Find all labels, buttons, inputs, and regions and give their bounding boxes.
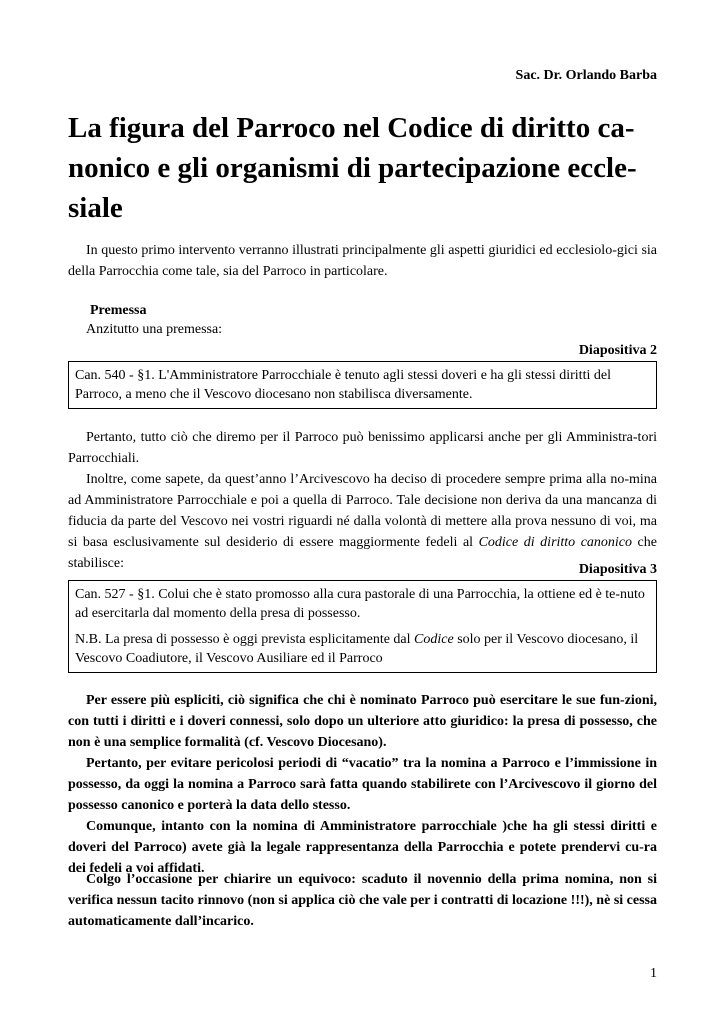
paragraph-pertanto: Pertanto, tutto ciò che diremo per il Parroco può benissimo applicarsi anche per gli Amministra-tori Parrocchiali. xyxy=(68,430,657,466)
page-number: 1 xyxy=(650,966,657,981)
paragraph-inoltre-text: Inoltre, come sapete, da quest’anno l’Arcivescovo ha deciso di procedere sempre prima alla no-mina ad Amministratore Parrocchiale e poi a quella di Parroco. Tale decisione non deriva da una mancanza di fiducia da parte del Vescovo nei vostri riguardi né dalla volontà di mettere alla prova nessuno di voi, ma si basa esclusivamente sul desiderio di essere maggiormente fedeli al xyxy=(68,472,657,550)
bold-paragraph-2: Pertanto, per evitare pericolosi periodi di “vacatio” tra la nomina a Parroco e l’immissione in possesso, da oggi la nomina a Parroco sarà fatta quando stabilirete con l’Arcivescovo il giorno del possesso canonico e porterà la data dello stesso. xyxy=(68,756,657,813)
paragraph-inoltre-end: che stabilisce: xyxy=(68,535,657,571)
slide-label-3: Diapositiva 3 xyxy=(578,562,657,577)
section-heading-premessa: Premessa xyxy=(90,303,147,318)
bold-paragraph-3: Comunque, intanto con la nomina di Amministratore parrocchiale )che ha gli stessi diritti e doveri del Parroco) avete già la legale rappresentanza della Parrocchia e potete prendervi cu-ra dei fedeli a voi affidati. xyxy=(68,819,657,876)
nota-bene-text xyxy=(75,630,650,668)
nota-bene-end: solo per il Vescovo diocesano, il Vescovo Coadiutore, il Vescovo Ausiliare ed il Parroco xyxy=(75,632,639,666)
slide-box-2 xyxy=(68,361,657,409)
author-name: Sac. Dr. Orlando Barba xyxy=(515,68,657,83)
premessa-line: Anzitutto una premessa: xyxy=(86,322,223,337)
slide-box-3 xyxy=(68,580,657,673)
codice-title-italic: Codice di diritto canonico xyxy=(478,535,633,550)
bold-paragraph-1: Per essere più espliciti, ciò significa che chi è nominato Parroco può esercitare le sue fun-zioni, con tutti i diritti e i doveri connessi, solo dopo un ulteriore atto giuridico: la presa di possesso, che non è una semplice formalità (cf. Vescovo Diocesano). xyxy=(68,693,657,750)
document-title: La figura del Parroco nel Codice di diritto ca-nonico e gli organismi di partecipazione eccle-siale xyxy=(68,112,637,224)
bold-paragraph-4: Colgo l’occasione per chiarire un equivoco: scaduto il novennio della prima nomina, non si verifica nessun tacito rinnovo (non si applica ciò che vale per i contratti di locazione !!!), nè si cessa automaticamente dall’incarico. xyxy=(68,872,657,929)
canon-527-text: Can. 527 - §1. Colui che è stato promosso alla cura pastorale di una Parrocchia, la ottiene ed è te-nuto ad esercitarla dal momento della presa di possesso. xyxy=(75,587,645,621)
canon-540-text: Can. 540 - §1. L'Amministratore Parrocchiale è tenuto agli stessi doveri e ha gli stessi diritti del Parroco, a meno che il Vescovo diocesano non stabilisca diversamente. xyxy=(75,368,611,402)
codice-italic: Codice xyxy=(414,632,454,647)
nota-bene-start: N.B. La presa di possesso è oggi prevista esplicitamente dal xyxy=(75,632,415,647)
intro-paragraph: In questo primo intervento verranno illustrati principalmente gli aspetti giuridici ed ecclesiolo-gici sia della Parrocchia come tale, sia del Parroco in particolare. xyxy=(68,243,657,279)
slide-label-2: Diapositiva 2 xyxy=(578,343,657,358)
